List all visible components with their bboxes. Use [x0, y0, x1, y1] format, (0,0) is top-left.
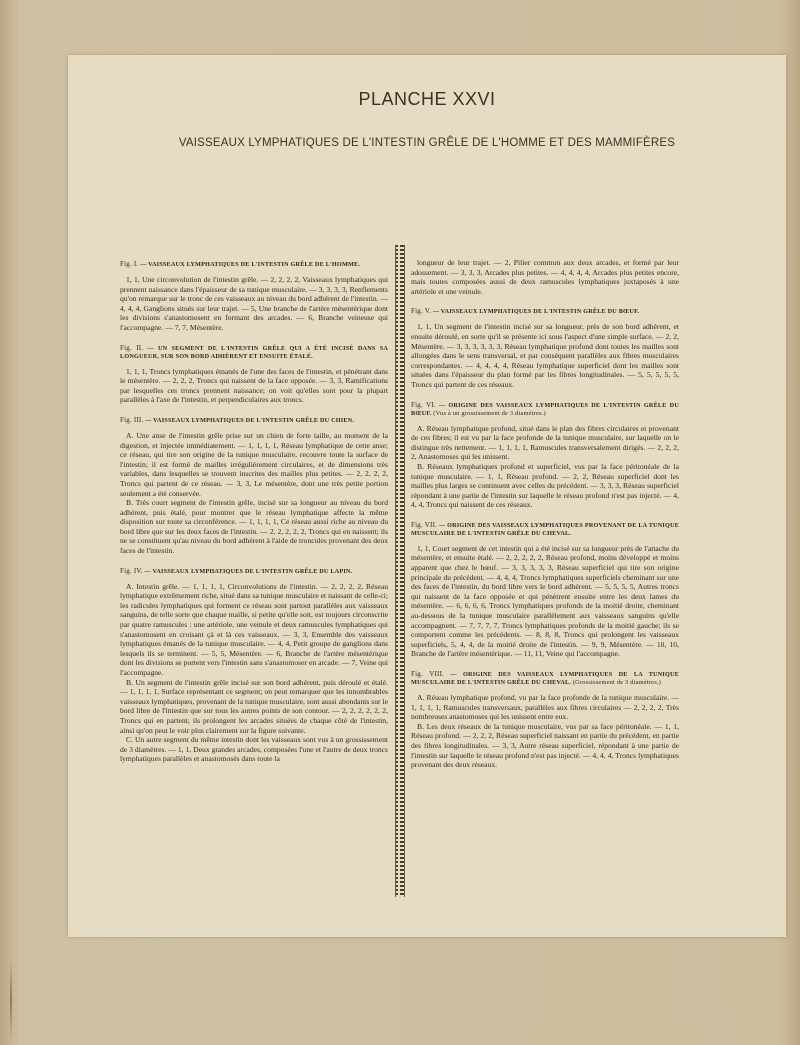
- figure-paragraph: B. Réseaux lymphatiques profond et superficiel, vus par la face péritonéale de la tunique musculaire. — 1, 1, Réseau profond. — 2, 2, Réseau superficiel dont les mailles plus larges se continuent avec celles du précédent. — 3, 3, 3, Réseau superficiel répondant à une partie de l'intestin sur laquelle le réseau profond n'est pas injecté. — 4, 4, 4, Troncs qui naissent de ces réseaux.: [411, 461, 679, 510]
- page-crease: [10, 960, 12, 1040]
- figure-number: Fig. II.: [120, 343, 144, 352]
- figure-number: Fig. V.: [411, 307, 432, 316]
- figure-paragraph: 1, 1, Court segment de cet intestin qui a été incisé sur sa longueur près de l'attache du mésentère, et ensuite étalé. — 2, 2, 2, 2, 2, Réseau profond, moins développé et moins apparent que chez le bœuf. — 3, 3, 3, 3, 3, Réseau superficiel qui tire son origine principale du précédent. — 4, 4, 4, Troncs lymphatiques superficiels cheminant sur une des faces de l'intestin, du bord libre vers le bord adhérent. — 5, 5, 5, 5, Autres troncs qui naissent de la face opposée et qui pénètrent ensuite entre les deux lames du mésentère. — 6, 6, 6, 6, Troncs lymphatiques profonds de la moitié droite, cheminant au-dessous de la tunique musculaire parallèlement aux vaisseaux sanguins qu'elle accompagnent. — 7, 7, 7, 7, Troncs lymphatiques profonds de la moitié gauche; ils se comportent comme les précédents. — 8, 8, 8, Troncs qui prolongent les vaisseaux superficiels, 5, 4, 4, de la moitié droite de l'intestin. — 9, 9, Mésentère. — 10, 10, Branche de l'artère mésentérique. — 11, 11, Veine qui l'accompagne.: [411, 543, 679, 659]
- figure-section: [120, 416, 388, 556]
- figure-title: — UN SEGMENT DE L'INTESTIN GRÊLE QUI A ÉTÉ INCISÉ DANS SA LONGUEUR, SUR SON BORD ADHÉRENT ET ENSUITE ÉTALÉ.: [120, 344, 389, 360]
- figure-title: — ORIGINE DES VAISSEAUX LYMPHATIQUES DE L'INTESTIN GRÊLE DU BŒUF.: [411, 401, 679, 417]
- plate-subtitle: VAISSEAUX LYMPHATIQUES DE L'INTESTIN GRÊLE DE L'HOMME ET DES MAMMIFÈRES: [178, 137, 676, 149]
- figure-section: [120, 260, 388, 333]
- figure-number: Fig. VII.: [411, 520, 438, 529]
- column-divider: [395, 245, 405, 897]
- figure-section: [411, 307, 679, 389]
- figure-paragraph: A. Une anse de l'intestin grêle prise sur un chien de forte taille, au moment de la digestion, et injectée immédiatement. — 1, 1, 1, 1, Réseau lymphatique de cette anse; ce réseau, qui tire son origine de la tunique musculaire, recouvre toute la surface de l'intestin; il est formé de mailles irrégulièrement circulaires, et de dimensions très variables, dans lesquelles se trouvent inscrites des mailles plus petites. — 2, 2, 2, 2, Troncs qui partent de ce réseau. — 3, 3, Le mésentère, dont une très petite portion seulement a été conservée.: [120, 430, 388, 498]
- figure-paragraph: 1, 1, Un segment de l'intestin incisé sur sa longueur, près de son bord adhérent, et ensuite déroulé, en sorte qu'il se présente ici sous l'aspect d'une simple surface. — 2, 2, Mésentère. — 3, 3, 3, 3, 3, 3, Réseau lymphatique profond dont toutes les mailles sont allongées dans le sens transversal, et par conséquent parallèles aux fibres musculaires correspondantes. — 4, 4, 4, 4, Réseau lymphatique superficiel dont les mailles sont situées dans l'épaisseur du plan formé par les fibres longitudinales. — 5, 5, 5, 5, 5, Troncs qui partent de ces réseaux.: [411, 322, 679, 389]
- left-text-column: [120, 260, 388, 775]
- figure-paragraph: A. Intestin grêle. — 1, 1, 1, 1, Circonvolutions de l'intestin. — 2, 2, 2, 2, Réseau lymphatique extrêmement riche, situé dans sa tunique musculaire et naissant de celle-ci; les radicules lymphatiques qui forment ce réseau sont partout parallèles aux vaisseaux sanguins, de telle sorte que chaque maille, si petite qu'elle soit, est toujours circonscrite par quatre ramuscules : une artériole, une veinule et deux ramuscules lymphatiques qui s'anastomosent en croisant çà et là ces vaisseaux. — 3, 3, Ensemble des vaisseaux lymphatiques émanés de la tunique musculaire. — 4, 4, Petit groupe de ganglions dans lesquels ils se terminent. — 5, 5, Mésentère. — 6, Branche de l'artère mésentérique dont les divisions se portent vers l'intestin sans s'anastomoser en arcade. — 7, Veine qui l'accompagne.: [120, 581, 388, 677]
- figure-paragraph: B. Les deux réseaux de la tunique musculaire, vus par sa face péritonéale. — 1, 1, Réseau profond. — 2, 2, 2, Réseau superficiel naissant en partie du précédent, en partie des fibres longitudinales. — 3, 3, Autre réseau superficiel, répondant à une partie de l'intestin sur laquelle le réseau profond n'est pas injecté. — 4, 4, 4, Troncs lymphatiques provenant des deux réseaux.: [411, 721, 679, 770]
- figure-paragraph: A. Réseau lymphatique profond, vu par la face profonde de la tunique musculaire. — 1, 1, 1, 1, Ramuscules transversaux, parallèles aux fibres circulaires — 2, 2, 2, 2, Très nombreuses anastomoses qui les unissent entre eux.: [411, 693, 679, 722]
- figure-section: [411, 670, 679, 770]
- figure-section: [411, 258, 679, 296]
- figure-heading: [120, 416, 388, 425]
- figure-title: — VAISSEAUX LYMPHATIQUES DE L'INTESTIN GRÊLE DU CHIEN.: [145, 416, 355, 424]
- figure-number: Fig. VI.: [411, 400, 436, 409]
- figure-paragraph: A. Réseau lymphatique profond, situé dans le plan des fibres circulaires et provenant de ces fibres; il est vu par la face profonde de la tunique musculaire, sur laquelle on le distingue très nettement. — 1, 1, 1, 1, Ramuscules transversalement dirigés. — 2, 2, 2, 2, Anastomoses qui les unissent.: [411, 423, 679, 462]
- figure-heading: [411, 670, 679, 687]
- figure-heading: [411, 521, 679, 538]
- figure-section: [120, 567, 388, 764]
- figure-section: [411, 401, 679, 510]
- figure-heading: [120, 260, 388, 269]
- figure-title: — ORIGINE DES VAISSEAUX LYMPHATIQUES PROVENANT DE LA TUNIQUE MUSCULAIRE DE L'INTESTIN GRÊLE DU CHEVAL.: [411, 521, 680, 537]
- figure-number: Fig. I.: [120, 260, 139, 268]
- figure-title: — ORIGINE DES VAISSEAUX LYMPHATIQUES DE LA TUNIQUE MUSCULAIRE DE L'INTESTIN GRÊLE DU CHEVAL.: [411, 671, 680, 686]
- figure-title: — VAISSEAUX LYMPHATIQUES DE L'INTESTIN GRÊLE DE L'HOMME.: [140, 261, 361, 268]
- figure-paragraph: B. Très court segment de l'intestin grêle, incisé sur sa longueur au niveau du bord adhérent, puis étalé, pour montrer que le réseau lymphatique affecte la même disposition sur toute sa circonférence. — 1, 1, 1, 1, Ce réseau aussi riche au niveau du bord libre que sur les deux faces de l'intestin. — 2, 2, 2, 2, 2, Troncs qui en naissent; ils ne se constituent qu'au niveau du bord adhérent à l'aide de troncules provenant des deux faces de l'intestin.: [120, 498, 388, 556]
- figure-heading: [411, 401, 679, 418]
- figure-paragraph: 1, 1, Une circonvolution de l'intestin grêle. — 2, 2, 2, 2, Vaisseaux lymphatiques qui prennent naissance dans l'épaisseur de sa tunique musculaire. — 3, 3, 3, 3, Renflements qu'on remarque sur le tronc de ces vaisseaux au niveau du bord adhérent de l'intestin. — 4, 4, 4, Ganglions situés sur leur trajet. — 5, Une branche de l'artère mésentérique dont les divisions s'anastomosent en formant des arcades. — 6, Branche veineuse qui l'accompagne. — 7, 7, Mésentère.: [120, 275, 389, 332]
- plate-sheet: [68, 55, 786, 937]
- figure-paragraph: 1, 1, 1, Troncs lymphatiques émanés de l'une des faces de l'intestin, et pénétrant dans le mésentère. — 2, 2, 2, Troncs qui naissent de la face opposée. — 3, 3, Ramifications par lesquelles ces troncs prennent naissance; on voit qu'elles sont pour la plupart parallèles à l'axe de l'intestin, et perpendiculaires aux troncs.: [120, 366, 388, 405]
- figure-section: [120, 344, 388, 405]
- plate-title: PLANCHE XXVI: [358, 89, 496, 109]
- figure-section: [411, 521, 679, 659]
- figure-heading: [120, 567, 388, 576]
- figure-title: — VAISSEAUX LYMPHATIQUES DE L'INTESTIN GRÊLE DU LAPIN.: [144, 567, 353, 575]
- figure-paragraph: C. Un autre segment du même intestin dont les vaisseaux sont vus à un grossissement de 3 diamètres. — 1, 1, Deux grandes arcades, composées l'une et l'autre de deux troncs lymphatiques parallèles et anastomosés dans toute la: [120, 735, 388, 764]
- figure-heading: [411, 307, 679, 316]
- figure-note: (Vus à un grossissement de 3 diamètres.): [433, 409, 546, 417]
- figure-note: (Grossissement de 3 diamètres.): [572, 679, 662, 686]
- figure-number: Fig. VIII.: [411, 670, 445, 678]
- figure-title: — VAISSEAUX LYMPHATIQUES DE L'INTESTIN GRÊLE DU BŒUF.: [432, 308, 640, 316]
- figure-paragraph: longueur de leur trajet. — 2, Pilier commun aux deux arcades, et formé par leur adossement. — 3, 3, 3, Arcades plus petites. — 4, 4, 4, 4, Arcades plus petites encore, mais toutes composées aussi de deux ramuscules lymphatiques juxtaposés à une artériole et une veinule.: [411, 258, 679, 296]
- figure-paragraph: B. Un segment de l'intestin grêle incisé sur son bord adhérent, puis déroulé et étalé. — 1, 1, 1, 1, Surface représentant ce segment; on peut remarquer que les innombrables vaisseaux lymphatiques, provenant de la tunique musculaire, sont aussi abondants sur le bord libre de l'intestin que sur tous les autres points de son contour. — 2, 2, 2, 2, 2, 2, Troncs qui en partent; ils prolongent les arcades situées de chaque côté de l'intestin, ainsi qu'on peut le voir plus clairement sur la figure suivante.: [120, 677, 388, 735]
- figure-number: Fig. III.: [120, 415, 144, 424]
- figure-heading: [120, 344, 388, 361]
- figure-number: Fig. IV.: [120, 566, 143, 575]
- right-text-column: [411, 258, 679, 781]
